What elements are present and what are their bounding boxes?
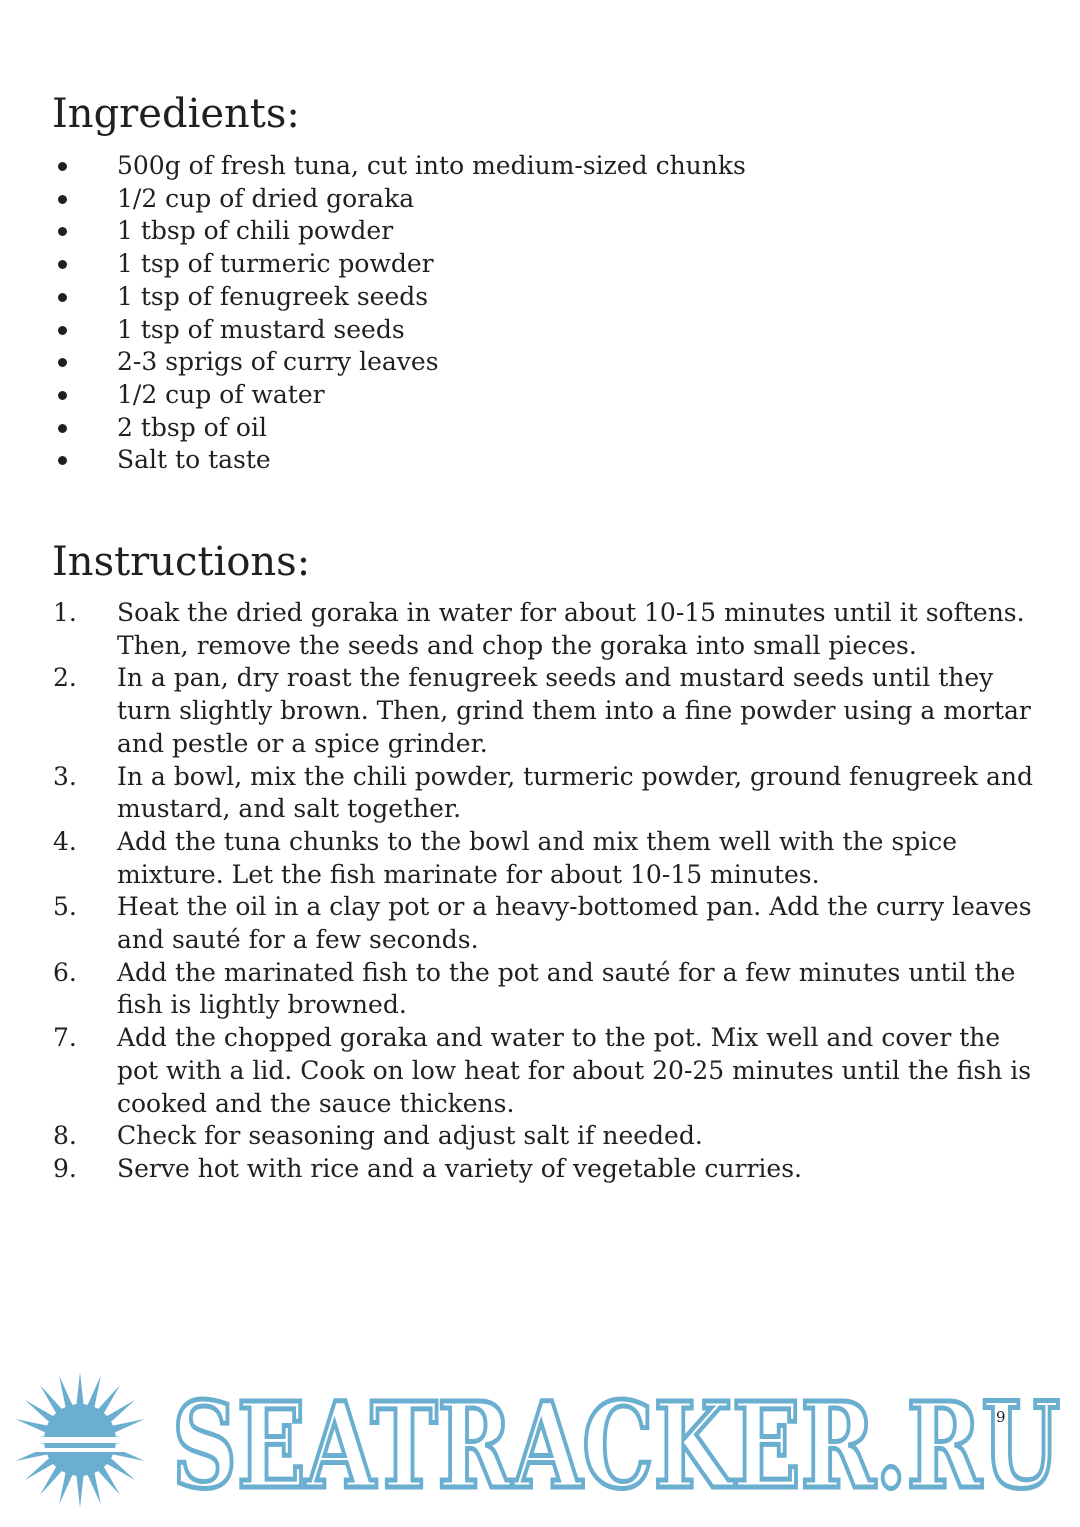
step-text: Add the tuna chunks to the bowl and mix them well with the spice mixture. Let the fish marinate for about 10-15 minutes. [117, 826, 957, 889]
step-number: 4. [53, 826, 77, 856]
ingredient-item: Salt to taste [52, 444, 1042, 477]
instruction-step [52, 1022, 1042, 1120]
page-number: 9 [996, 1408, 1006, 1426]
instruction-step [52, 662, 1042, 760]
step-text: Heat the oil in a clay pot or a heavy-bottomed pan. Add the curry leaves and sauté for a few seconds. [117, 892, 1032, 955]
ingredient-item: 1 tsp of turmeric powder [52, 248, 1042, 281]
step-text: Check for seasoning and adjust salt if needed. [117, 1121, 703, 1151]
step-text: In a bowl, mix the chili powder, turmeric powder, ground fenugreek and mustard, and salt together. [117, 761, 1034, 824]
step-number: 9. [53, 1153, 77, 1183]
step-number: 2. [53, 663, 77, 693]
step-number: 6. [53, 957, 77, 987]
instruction-step [52, 826, 1042, 891]
step-text: Serve hot with rice and a variety of vegetable curries. [117, 1153, 802, 1183]
step-text: Add the chopped goraka and water to the pot. Mix well and cover the pot with a lid. Cook on low heat for about 20-25 minutes until the fish is cooked and the sauce thickens. [117, 1023, 1032, 1118]
ingredients-heading: Ingredients: [52, 91, 300, 137]
instruction-step [52, 1120, 1042, 1153]
ingredient-item: 2-3 sprigs of curry leaves [52, 346, 1042, 379]
instruction-step [52, 761, 1042, 826]
step-text: In a pan, dry roast the fenugreek seeds and mustard seeds until they turn slightly brown. Then, grind them into a fine powder using a mortar and pestle or a spice grinder. [117, 663, 1031, 758]
brand-text: SEATRACKER.RU [172, 1390, 1060, 1500]
ingredient-item: 500g of fresh tuna, cut into medium-sized chunks [52, 150, 1042, 183]
ingredients-list [52, 150, 1042, 477]
step-number: 7. [53, 1023, 77, 1053]
ingredient-item: 1/2 cup of water [52, 379, 1042, 412]
instruction-step [52, 957, 1042, 1022]
instructions-list [52, 597, 1042, 1186]
ingredient-item: 2 tbsp of oil [52, 412, 1042, 445]
instruction-step [52, 891, 1042, 956]
step-text: Soak the dried goraka in water for about 10-15 minutes until it softens. Then, remove the seeds and chop the goraka into small pieces. [117, 598, 1025, 660]
ingredient-item: 1 tsp of fenugreek seeds [52, 281, 1042, 314]
step-text: Add the marinated fish to the pot and sauté for a few minutes until the fish is lightly browned. [117, 957, 1016, 1020]
instructions-heading: Instructions: [52, 539, 311, 585]
site-logo [172, 1390, 1062, 1500]
step-number: 1. [53, 598, 77, 627]
step-number: 8. [53, 1121, 77, 1151]
step-number: 3. [53, 761, 77, 791]
footer-watermark [0, 1370, 1080, 1510]
step-number: 5. [53, 892, 77, 922]
ingredient-item: 1 tbsp of chili powder [52, 215, 1042, 248]
ingredient-item: 1 tsp of mustard seeds [52, 314, 1042, 347]
ingredient-item: 1/2 cup of dried goraka [52, 183, 1042, 216]
instruction-step [52, 597, 1042, 662]
sun-icon [0, 1370, 165, 1510]
instruction-step [52, 1153, 1042, 1186]
